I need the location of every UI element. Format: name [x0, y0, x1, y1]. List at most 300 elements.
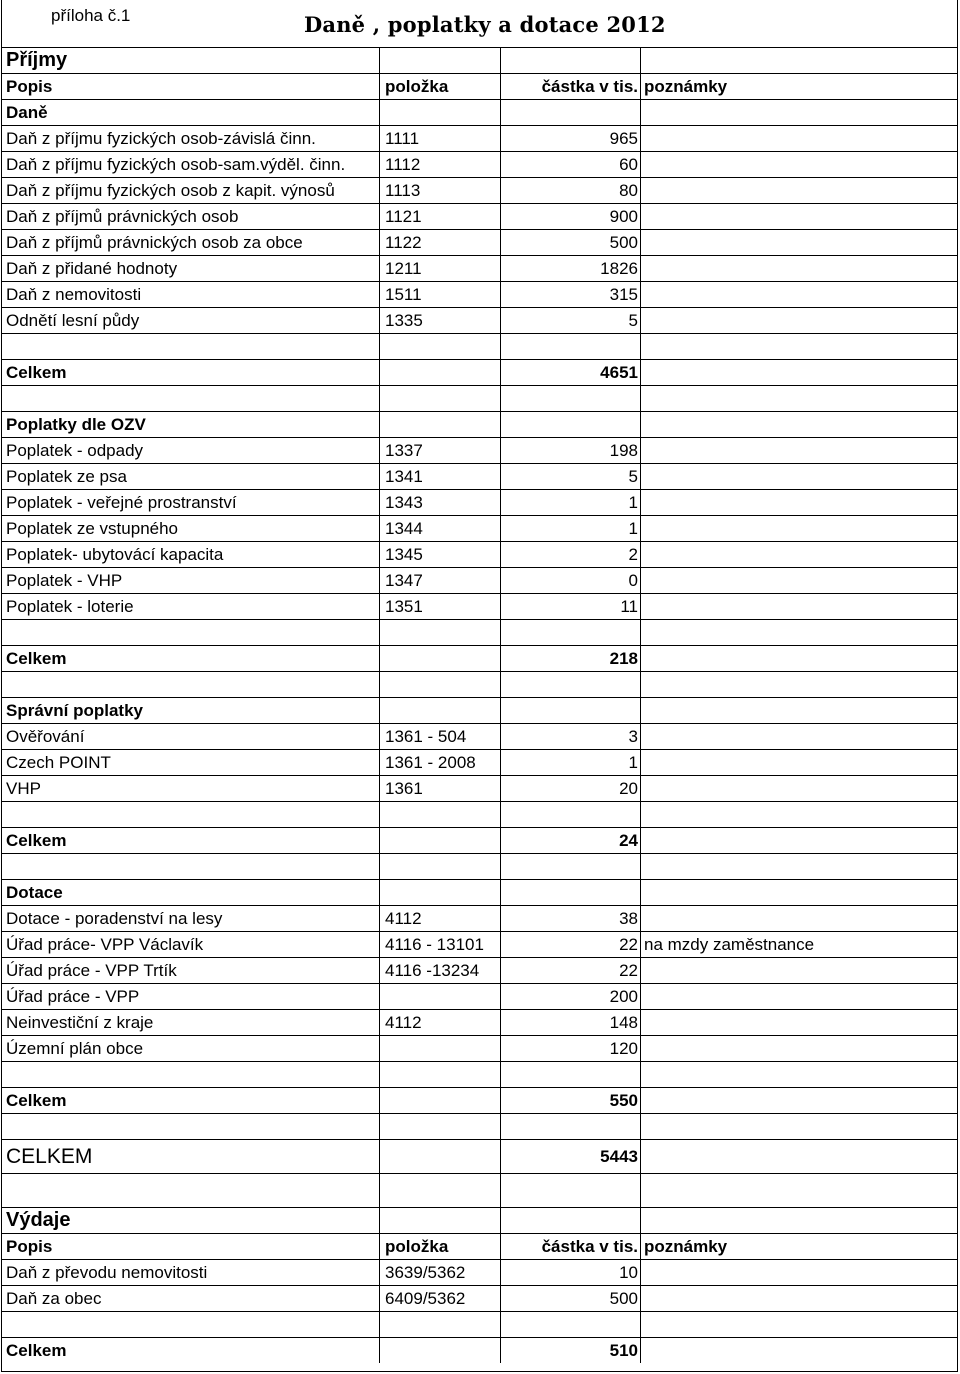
- amount-cell-text: 11: [620, 596, 638, 616]
- desc-cell-text: Daň z příjmů právnických osob: [6, 206, 239, 226]
- amount-cell: [501, 724, 641, 749]
- amount-cell: [501, 100, 641, 125]
- desc-cell-text: Poplatek ze psa: [6, 466, 127, 486]
- item-cell: [380, 1234, 501, 1259]
- item-cell-text: 1111: [385, 128, 420, 148]
- desc-cell: [2, 126, 380, 151]
- spacer-row: [2, 801, 958, 827]
- desc-cell: [2, 880, 380, 905]
- amount-cell: [501, 1234, 641, 1259]
- desc-cell: [2, 1036, 380, 1061]
- amount-cell-text: 550: [609, 1090, 638, 1110]
- item-cell: [380, 1114, 501, 1139]
- item-cell-text: 4112: [385, 1012, 422, 1032]
- amount-cell: [501, 776, 641, 801]
- desc-cell-text: Daň z nemovitosti: [6, 284, 142, 304]
- amount-cell-text: 1: [628, 518, 638, 538]
- item-cell: [380, 932, 501, 957]
- amount-cell-text: 5: [628, 466, 638, 486]
- item-cell: [380, 802, 501, 827]
- note-cell: [641, 412, 958, 437]
- amount-cell: [501, 1286, 641, 1311]
- item-cell-text: 1343: [385, 492, 423, 512]
- amount-cell: [501, 698, 641, 723]
- note-cell: [641, 360, 958, 385]
- item-cell: [380, 828, 501, 853]
- amount-cell: [501, 1088, 641, 1113]
- amount-cell: [501, 1338, 641, 1363]
- note-cell-text: na mzdy zaměstnance: [644, 934, 815, 954]
- desc-cell: [2, 672, 380, 697]
- note-cell: [641, 1338, 958, 1363]
- note-cell: [641, 126, 958, 151]
- amount-cell: [501, 854, 641, 879]
- table-row: [2, 749, 958, 775]
- item-cell: [380, 672, 501, 697]
- spacer-row: [2, 1173, 958, 1207]
- item-cell: [380, 568, 501, 593]
- note-cell: [641, 698, 958, 723]
- amount-cell: [501, 932, 641, 957]
- desc-cell: [2, 282, 380, 307]
- desc-cell-text: Poplatek- ubytovácí kapacita: [6, 544, 224, 564]
- item-cell-text: 1121: [385, 206, 422, 226]
- desc-cell: [2, 750, 380, 775]
- item-cell: [380, 74, 501, 99]
- table-row: [2, 567, 958, 593]
- table-row: [2, 775, 958, 801]
- table-row: [2, 957, 958, 983]
- item-cell: [380, 438, 501, 463]
- table-row: [2, 541, 958, 567]
- table-row: [2, 125, 958, 151]
- desc-cell: [2, 568, 380, 593]
- amount-cell-text: 5: [628, 310, 638, 330]
- desc-cell-text: Úřad práce - VPP: [6, 986, 140, 1006]
- amount-cell: [501, 178, 641, 203]
- item-cell: [380, 412, 501, 437]
- note-cell: [641, 1062, 958, 1087]
- desc-cell: [2, 256, 380, 281]
- desc-cell-text: Poplatek - odpady: [6, 440, 144, 460]
- desc-cell-text: VHP: [6, 778, 41, 798]
- item-cell-text: položka: [385, 76, 449, 96]
- desc-cell: [2, 1338, 380, 1363]
- spacer-row: [2, 1113, 958, 1139]
- desc-cell-text: Daň z převodu nemovitosti: [6, 1262, 208, 1282]
- desc-cell: [2, 1260, 380, 1285]
- total-row-poplatky: [2, 645, 958, 671]
- item-cell-text: 1113: [385, 180, 421, 200]
- amount-cell: [501, 282, 641, 307]
- amount-cell: [501, 1062, 641, 1087]
- note-cell: [641, 854, 958, 879]
- desc-cell-text: Poplatky dle OZV: [6, 414, 146, 434]
- amount-cell-text: 900: [609, 206, 638, 226]
- table-row: [2, 1259, 958, 1285]
- item-cell: [380, 1260, 501, 1285]
- note-cell: [641, 1114, 958, 1139]
- item-cell: [380, 1286, 501, 1311]
- item-cell: [380, 854, 501, 879]
- item-cell-text: 4116 -13234: [385, 960, 480, 980]
- amount-cell: [501, 958, 641, 983]
- item-cell: [380, 1062, 501, 1087]
- note-cell: [641, 880, 958, 905]
- desc-cell: [2, 698, 380, 723]
- amount-cell: [501, 646, 641, 671]
- amount-cell-text: 500: [609, 1288, 638, 1308]
- title-row: [2, 0, 959, 47]
- item-cell-text: 1335: [385, 310, 423, 330]
- desc-cell: [2, 204, 380, 229]
- amount-cell: [501, 620, 641, 645]
- desc-cell: [2, 594, 380, 619]
- amount-cell-text: 148: [609, 1012, 638, 1032]
- group-title-spravni: [2, 697, 958, 723]
- desc-cell: [2, 828, 380, 853]
- note-cell: [641, 334, 958, 359]
- spacer-row: [2, 853, 958, 879]
- desc-cell: [2, 620, 380, 645]
- attachment-label: příloha č.1: [51, 6, 131, 25]
- note-cell: [641, 230, 958, 255]
- table-row: [2, 489, 958, 515]
- item-cell: [380, 1036, 501, 1061]
- desc-cell: [2, 984, 380, 1009]
- desc-cell: [2, 1208, 380, 1233]
- desc-cell: [2, 776, 380, 801]
- amount-cell: [501, 490, 641, 515]
- item-cell-text: 1345: [385, 544, 423, 564]
- note-cell: [641, 724, 958, 749]
- desc-cell-text: Celkem: [6, 830, 67, 850]
- desc-cell: [2, 1174, 380, 1207]
- item-cell: [380, 334, 501, 359]
- amount-cell: [501, 1114, 641, 1139]
- spacer-row: [2, 333, 958, 359]
- note-cell: [641, 1234, 958, 1259]
- note-cell: [641, 906, 958, 931]
- desc-cell-text: Správní poplatky: [6, 700, 143, 720]
- amount-cell: [501, 1010, 641, 1035]
- amount-cell-text: 120: [609, 1038, 638, 1058]
- desc-cell-text: Celkem: [6, 362, 67, 382]
- desc-cell: [2, 958, 380, 983]
- desc-cell-text: Daň za obec: [6, 1288, 102, 1308]
- item-cell: [380, 906, 501, 931]
- desc-cell: [2, 802, 380, 827]
- amount-cell: [501, 464, 641, 489]
- column-headers: [2, 73, 958, 99]
- group-title-dane: [2, 99, 958, 125]
- item-cell: [380, 386, 501, 411]
- desc-cell: [2, 542, 380, 567]
- desc-cell-text: Příjmy: [6, 49, 68, 71]
- item-cell: [380, 776, 501, 801]
- desc-cell: [2, 100, 380, 125]
- desc-cell: [2, 1010, 380, 1035]
- item-cell-text: 1112: [385, 154, 421, 174]
- spacer-row: [2, 385, 958, 411]
- desc-cell-text: Neinvestiční z kraje: [6, 1012, 154, 1032]
- note-cell: [641, 48, 958, 73]
- amount-cell-text: 1826: [600, 258, 638, 278]
- amount-cell: [501, 880, 641, 905]
- amount-cell-text: 510: [609, 1340, 638, 1360]
- amount-cell-text: 200: [609, 986, 638, 1006]
- desc-cell-text: Úřad práce- VPP Václavík: [6, 934, 204, 954]
- desc-cell-text: Poplatek ze vstupného: [6, 518, 179, 538]
- desc-cell-text: CELKEM: [6, 1144, 93, 1168]
- table-row: [2, 723, 958, 749]
- amount-cell: [501, 1260, 641, 1285]
- amount-cell: [501, 1208, 641, 1233]
- note-cell: [641, 100, 958, 125]
- note-cell: [641, 802, 958, 827]
- amount-cell-text: 500: [609, 232, 638, 252]
- table-row: [2, 931, 958, 957]
- desc-cell-text: Daň z příjmu fyzických osob-závislá činn.: [6, 128, 316, 148]
- item-cell: [380, 204, 501, 229]
- item-cell-text: 6409/5362: [385, 1288, 466, 1308]
- amount-cell-text: 80: [619, 180, 638, 200]
- amount-cell: [501, 1036, 641, 1061]
- desc-cell-text: Poplatek - veřejné prostranství: [6, 492, 237, 512]
- amount-cell-text: 2: [628, 544, 638, 564]
- desc-cell: [2, 932, 380, 957]
- item-cell-text: 1122: [385, 232, 422, 252]
- desc-cell: [2, 152, 380, 177]
- desc-cell-text: Daň z příjmů právnických osob za obce: [6, 232, 303, 252]
- amount-cell-text: 60: [619, 154, 638, 174]
- table-row: [2, 437, 958, 463]
- amount-cell: [501, 126, 641, 151]
- note-cell-text: poznámky: [644, 76, 728, 96]
- spacer-row: [2, 1311, 958, 1337]
- desc-cell: [2, 74, 380, 99]
- amount-cell: [501, 594, 641, 619]
- amount-cell-text: 22: [619, 960, 638, 980]
- desc-cell-text: Poplatek - VHP: [6, 570, 123, 590]
- desc-cell: [2, 1088, 380, 1113]
- amount-cell: [501, 802, 641, 827]
- note-cell: [641, 932, 958, 957]
- item-cell: [380, 490, 501, 515]
- amount-cell: [501, 542, 641, 567]
- item-cell: [380, 646, 501, 671]
- table-row: [2, 593, 958, 619]
- item-cell-text: 1337: [385, 440, 423, 460]
- total-row-dotace: [2, 1087, 958, 1113]
- amount-cell: [501, 984, 641, 1009]
- item-cell-text: 1511: [385, 284, 422, 304]
- desc-cell-text: Poplatek - loterie: [6, 596, 134, 616]
- note-cell: [641, 516, 958, 541]
- item-cell-text: 1341: [385, 466, 423, 486]
- item-cell: [380, 1010, 501, 1035]
- amount-cell: [501, 48, 641, 73]
- amount-cell: [501, 204, 641, 229]
- desc-cell: [2, 1062, 380, 1087]
- amount-cell: [501, 412, 641, 437]
- amount-cell-text: 24: [619, 830, 638, 850]
- item-cell: [380, 1312, 501, 1337]
- note-cell: [641, 282, 958, 307]
- item-cell: [380, 360, 501, 385]
- desc-cell: [2, 516, 380, 541]
- desc-cell: [2, 48, 380, 73]
- note-cell: [641, 958, 958, 983]
- column-headers: [2, 1233, 958, 1259]
- desc-cell: [2, 1140, 380, 1173]
- desc-cell-text: Dotace - poradenství na lesy: [6, 908, 223, 928]
- note-cell: [641, 1312, 958, 1337]
- desc-cell: [2, 1312, 380, 1337]
- group-title-poplatky: [2, 411, 958, 437]
- desc-cell-text: Daň z přidané hodnoty: [6, 258, 178, 278]
- table-row: [2, 1035, 958, 1061]
- item-cell: [380, 958, 501, 983]
- table-row: [2, 1285, 958, 1311]
- amount-cell-text: 3: [628, 726, 638, 746]
- amount-cell: [501, 74, 641, 99]
- total-row-expenses: [2, 1337, 958, 1363]
- note-cell: [641, 1174, 958, 1207]
- table-row: [2, 203, 958, 229]
- amount-cell: [501, 386, 641, 411]
- desc-cell-text: Popis: [6, 76, 53, 96]
- amount-cell-text: 0: [628, 570, 638, 590]
- spacer-row: [2, 671, 958, 697]
- note-cell: [641, 1286, 958, 1311]
- desc-cell: [2, 724, 380, 749]
- table-row: [2, 463, 958, 489]
- item-cell-text: 1361 - 2008: [385, 752, 476, 772]
- note-cell: [641, 74, 958, 99]
- spacer-row: [2, 619, 958, 645]
- item-cell: [380, 126, 501, 151]
- amount-cell-text: 4651: [600, 362, 638, 382]
- table-row: [2, 255, 958, 281]
- note-cell: [641, 1088, 958, 1113]
- table-row: [2, 983, 958, 1009]
- note-cell: [641, 568, 958, 593]
- amount-cell: [501, 906, 641, 931]
- note-cell: [641, 386, 958, 411]
- item-cell-text: 3639/5362: [385, 1262, 466, 1282]
- desc-cell: [2, 230, 380, 255]
- data-table: [2, 47, 958, 1363]
- amount-cell-text: 1: [628, 492, 638, 512]
- note-cell: [641, 542, 958, 567]
- item-cell: [380, 100, 501, 125]
- desc-cell-text: Výdaje: [6, 1209, 71, 1231]
- amount-cell: [501, 308, 641, 333]
- note-cell: [641, 1010, 958, 1035]
- item-cell: [380, 880, 501, 905]
- amount-cell-text: 5443: [600, 1146, 638, 1166]
- item-cell: [380, 308, 501, 333]
- amount-cell: [501, 438, 641, 463]
- note-cell: [641, 646, 958, 671]
- amount-cell-text: částka v tis.: [541, 1236, 638, 1256]
- note-cell: [641, 308, 958, 333]
- desc-cell-text: Odnětí lesní půdy: [6, 310, 140, 330]
- note-cell: [641, 594, 958, 619]
- desc-cell-text: Ověřování: [6, 726, 85, 746]
- note-cell: [641, 1208, 958, 1233]
- item-cell: [380, 1208, 501, 1233]
- table-row: [2, 281, 958, 307]
- note-cell: [641, 672, 958, 697]
- amount-cell: [501, 360, 641, 385]
- desc-cell: [2, 1234, 380, 1259]
- item-cell: [380, 152, 501, 177]
- desc-cell: [2, 646, 380, 671]
- table-row: [2, 1009, 958, 1035]
- desc-cell: [2, 386, 380, 411]
- note-cell: [641, 204, 958, 229]
- desc-cell-text: Celkem: [6, 648, 67, 668]
- desc-cell: [2, 308, 380, 333]
- desc-cell-text: Popis: [6, 1236, 53, 1256]
- table-row: [2, 229, 958, 255]
- item-cell: [380, 464, 501, 489]
- note-cell: [641, 178, 958, 203]
- note-cell-text: poznámky: [644, 1236, 728, 1256]
- amount-cell-text: 22: [619, 934, 638, 954]
- item-cell: [380, 594, 501, 619]
- amount-cell: [501, 1174, 641, 1207]
- amount-cell-text: 20: [619, 778, 638, 798]
- amount-cell: [501, 568, 641, 593]
- item-cell: [380, 620, 501, 645]
- section-title-expenses: [2, 1207, 958, 1233]
- amount-cell-text: 1: [628, 752, 638, 772]
- note-cell: [641, 776, 958, 801]
- item-cell-text: 1361 - 504: [385, 726, 467, 746]
- amount-cell: [501, 256, 641, 281]
- item-cell-text: 1351: [385, 596, 423, 616]
- desc-cell: [2, 854, 380, 879]
- desc-cell: [2, 334, 380, 359]
- desc-cell-text: Dotace: [6, 882, 63, 902]
- amount-cell: [501, 516, 641, 541]
- note-cell: [641, 490, 958, 515]
- item-cell: [380, 256, 501, 281]
- page-title: Daně , poplatky a dotace 2012: [304, 12, 666, 37]
- total-row-spravni: [2, 827, 958, 853]
- amount-cell-text: 38: [619, 908, 638, 928]
- desc-cell-text: Czech POINT: [6, 752, 111, 772]
- item-cell: [380, 230, 501, 255]
- desc-cell: [2, 412, 380, 437]
- item-cell: [380, 542, 501, 567]
- amount-cell: [501, 152, 641, 177]
- item-cell-text: 1347: [385, 570, 423, 590]
- note-cell: [641, 256, 958, 281]
- desc-cell-text: Daň z příjmu fyzických osob-sam.výděl. činn.: [6, 154, 346, 174]
- desc-cell: [2, 1286, 380, 1311]
- table-row: [2, 905, 958, 931]
- item-cell: [380, 178, 501, 203]
- spacer-row: [2, 1061, 958, 1087]
- amount-cell: [501, 334, 641, 359]
- item-cell-text: 4112: [385, 908, 422, 928]
- item-cell-text: 1361: [385, 778, 423, 798]
- desc-cell-text: Celkem: [6, 1090, 67, 1110]
